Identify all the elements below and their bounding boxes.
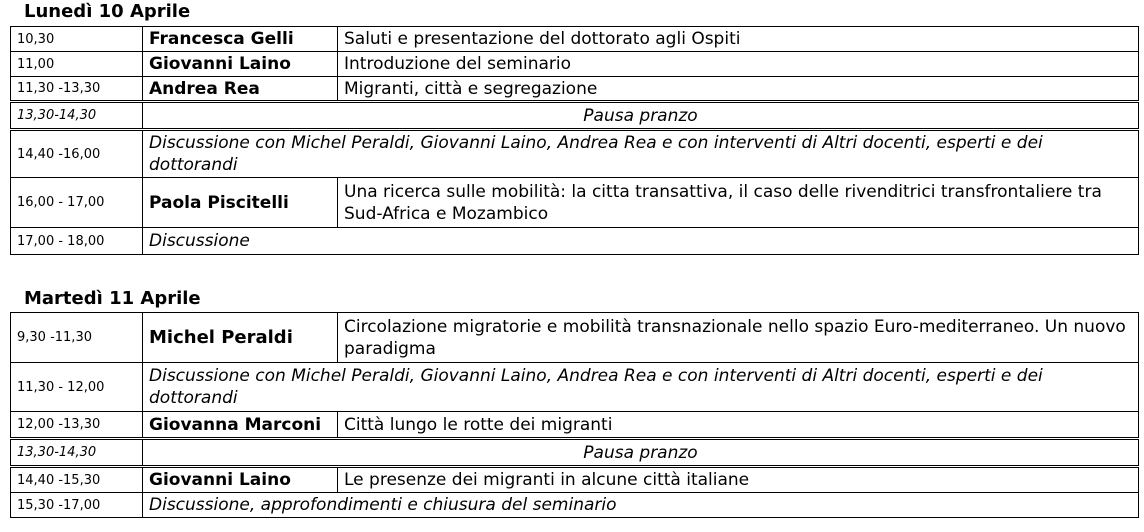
table-row xyxy=(11,412,1139,439)
table-row xyxy=(11,313,1139,363)
lunch-break-cell: Pausa pranzo xyxy=(143,102,1139,130)
lunch-break-cell: Pausa pranzo xyxy=(143,439,1139,467)
day-1-title: Lunedì 10 Aprile xyxy=(24,1,191,22)
topic-cell: Introduzione del seminario xyxy=(338,52,1139,77)
day-2-title: Martedì 11 Aprile xyxy=(24,288,201,309)
time-cell: 13,30-14,30 xyxy=(11,102,143,130)
speaker-cell: Andrea Rea xyxy=(143,77,338,102)
speaker-cell: Paola Piscitelli xyxy=(143,178,338,228)
day-1-schedule-table xyxy=(10,26,1139,255)
time-cell: 16,00 - 17,00 xyxy=(11,178,143,228)
time-cell: 14,40 -15,30 xyxy=(11,467,143,493)
table-row xyxy=(11,439,1139,467)
time-cell: 17,00 - 18,00 xyxy=(11,228,143,255)
table-row xyxy=(11,178,1139,228)
time-cell: 14,40 -16,00 xyxy=(11,130,143,178)
table-row xyxy=(11,493,1139,518)
time-cell: 11,00 xyxy=(11,52,143,77)
discussion-cell: Discussione xyxy=(143,228,1139,255)
time-cell: 10,30 xyxy=(11,27,143,52)
discussion-cell: Discussione con Michel Peraldi, Giovanni Laino, Andrea Rea e con interventi di Altri docenti, esperti e dei dottorandi xyxy=(143,130,1139,178)
discussion-cell: Discussione, approfondimenti e chiusura del seminario xyxy=(143,493,1139,518)
table-row xyxy=(11,363,1139,412)
time-cell: 11,30 -13,30 xyxy=(11,77,143,102)
table-row xyxy=(11,228,1139,255)
table-row xyxy=(11,27,1139,52)
speaker-cell: Giovanni Laino xyxy=(143,52,338,77)
time-cell: 13,30-14,30 xyxy=(11,439,143,467)
speaker-cell: Michel Peraldi xyxy=(143,313,338,363)
speaker-cell: Giovanni Laino xyxy=(143,467,338,493)
topic-cell: Le presenze dei migranti in alcune città italiane xyxy=(338,467,1139,493)
topic-cell: Saluti e presentazione del dottorato agli Ospiti xyxy=(338,27,1139,52)
topic-cell: Una ricerca sulle mobilità: la citta transattiva, il caso delle rivenditrici transfrontaliere tra Sud-Africa e Mozambico xyxy=(338,178,1139,228)
table-row xyxy=(11,130,1139,178)
table-row xyxy=(11,77,1139,102)
time-cell: 12,00 -13,30 xyxy=(11,412,143,439)
speaker-cell: Francesca Gelli xyxy=(143,27,338,52)
topic-cell: Migranti, città e segregazione xyxy=(338,77,1139,102)
topic-cell: Circolazione migratorie e mobilità transnazionale nello spazio Euro-mediterraneo. Un nuovo paradigma xyxy=(338,313,1139,363)
speaker-cell: Giovanna Marconi xyxy=(143,412,338,439)
discussion-cell: Discussione con Michel Peraldi, Giovanni Laino, Andrea Rea e con interventi di Altri docenti, esperti e dei dottorandi xyxy=(143,363,1139,412)
time-cell: 11,30 - 12,00 xyxy=(11,363,143,412)
topic-cell: Città lungo le rotte dei migranti xyxy=(338,412,1139,439)
day-2-schedule-table xyxy=(10,312,1139,518)
table-row xyxy=(11,102,1139,130)
table-row xyxy=(11,52,1139,77)
table-row xyxy=(11,467,1139,493)
time-cell: 9,30 -11,30 xyxy=(11,313,143,363)
time-cell: 15,30 -17,00 xyxy=(11,493,143,518)
